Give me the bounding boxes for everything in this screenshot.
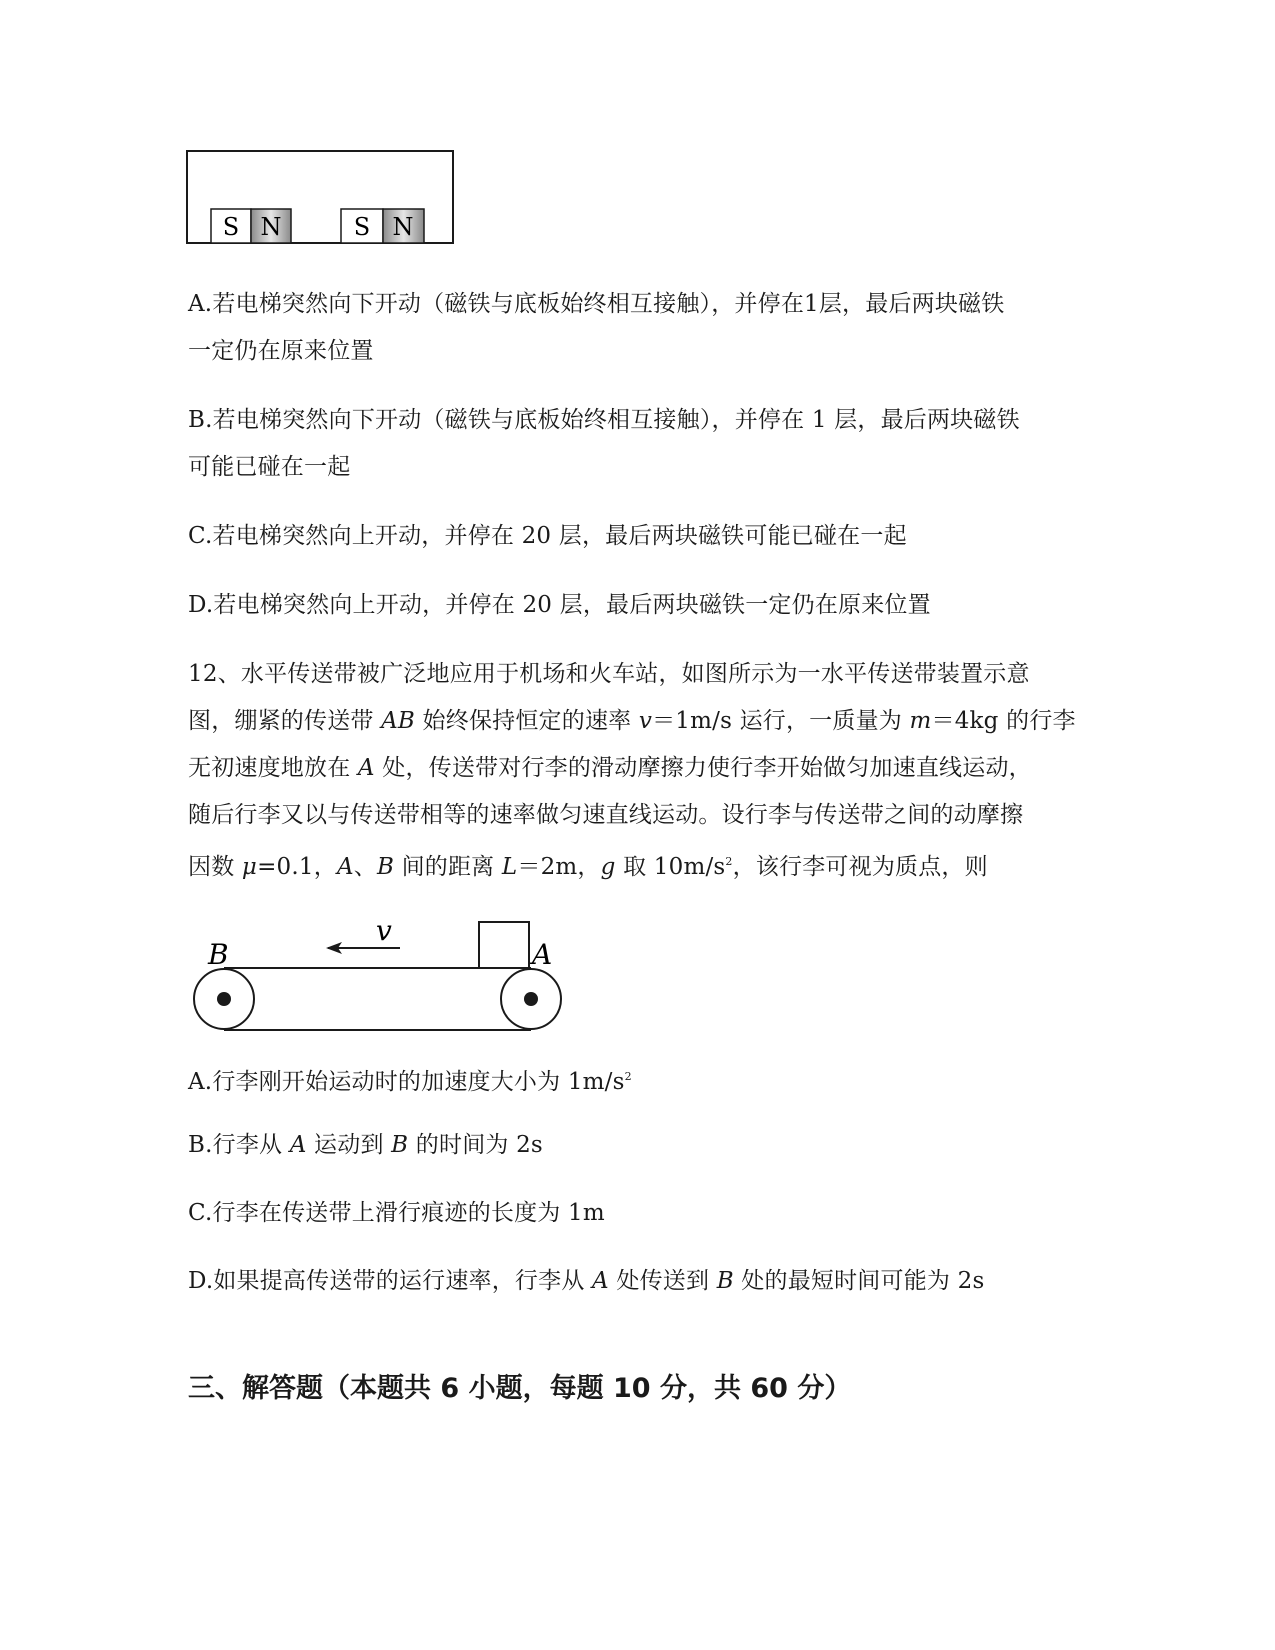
luggage-block bbox=[479, 922, 529, 968]
magnet-left bbox=[211, 209, 291, 243]
magnet-left-s-pole: S bbox=[222, 213, 240, 241]
magnet-left-n-pole: N bbox=[260, 213, 282, 241]
magnet-right-n-pole: N bbox=[392, 213, 414, 241]
magnet-right-s-pole: S bbox=[353, 213, 371, 241]
label-a: A bbox=[532, 938, 553, 971]
q12-option-d: D.如果提高传送带的运行速率，行李从 A 处传送到 B 处的最短时间可能为 2s bbox=[188, 1268, 985, 1294]
q11-option-b-line2: 可能已碰在一起 bbox=[188, 454, 351, 480]
elevator-magnet-figure bbox=[186, 150, 456, 246]
q12-option-b: B.行李从 A 运动到 B 的时间为 2s bbox=[188, 1132, 543, 1158]
conveyor-belt-figure bbox=[186, 920, 566, 1040]
q12-option-a: A.行李刚开始运动时的加速度大小为 $1m/s^2$ bbox=[188, 1069, 632, 1095]
q12-stem-line2: 图，绷紧的传送带 AB 始终保持恒定的速率 v＝1m/s 运行，一质量为 m＝4kg 的行李 bbox=[188, 708, 1076, 734]
q11-option-a-line1: A.若电梯突然向下开动（磁铁与底板始终相互接触），并停在1层，最后两块磁铁 bbox=[188, 291, 1005, 317]
section-3-heading: 三、解答题（本题共 6 小题，每题 10 分，共 60 分） bbox=[188, 1373, 852, 1404]
magnet-right bbox=[341, 209, 424, 243]
q11-option-a-line2: 一定仍在原来位置 bbox=[188, 338, 374, 364]
q11-option-c: C.若电梯突然向上开动，并停在 20 层，最后两块磁铁可能已碰在一起 bbox=[188, 523, 907, 549]
q11-option-d: D.若电梯突然向上开动，并停在 20 层，最后两块磁铁一定仍在原来位置 bbox=[188, 592, 931, 618]
q12-stem-line1: 12、水平传送带被广泛地应用于机场和火车站，如图所示为一水平传送带装置示意 bbox=[188, 661, 1030, 687]
q12-stem-line3: 无初速度地放在 A 处，传送带对行李的滑动摩擦力使行李开始做匀加速直线运动， bbox=[188, 755, 1032, 781]
q12-option-c: C.行李在传送带上滑行痕迹的长度为 1m bbox=[188, 1200, 605, 1226]
label-b: B bbox=[208, 938, 229, 971]
q11-option-b-line1: B.若电梯突然向下开动（磁铁与底板始终相互接触），并停在 1 层，最后两块磁铁 bbox=[188, 407, 1020, 433]
q12-stem-line5: 因数 μ=0.1，A、B 间的距离 L＝2m，g 取 $10m/s^2$，该行李可视为质点，则 bbox=[188, 854, 988, 880]
q12-stem-line4: 随后行李又以与传送带相等的速率做匀速直线运动。设行李与传送带之间的动摩擦 bbox=[188, 802, 1024, 828]
label-v: v bbox=[376, 920, 392, 947]
pulley-right bbox=[501, 969, 561, 1029]
pulley-left bbox=[194, 969, 254, 1029]
